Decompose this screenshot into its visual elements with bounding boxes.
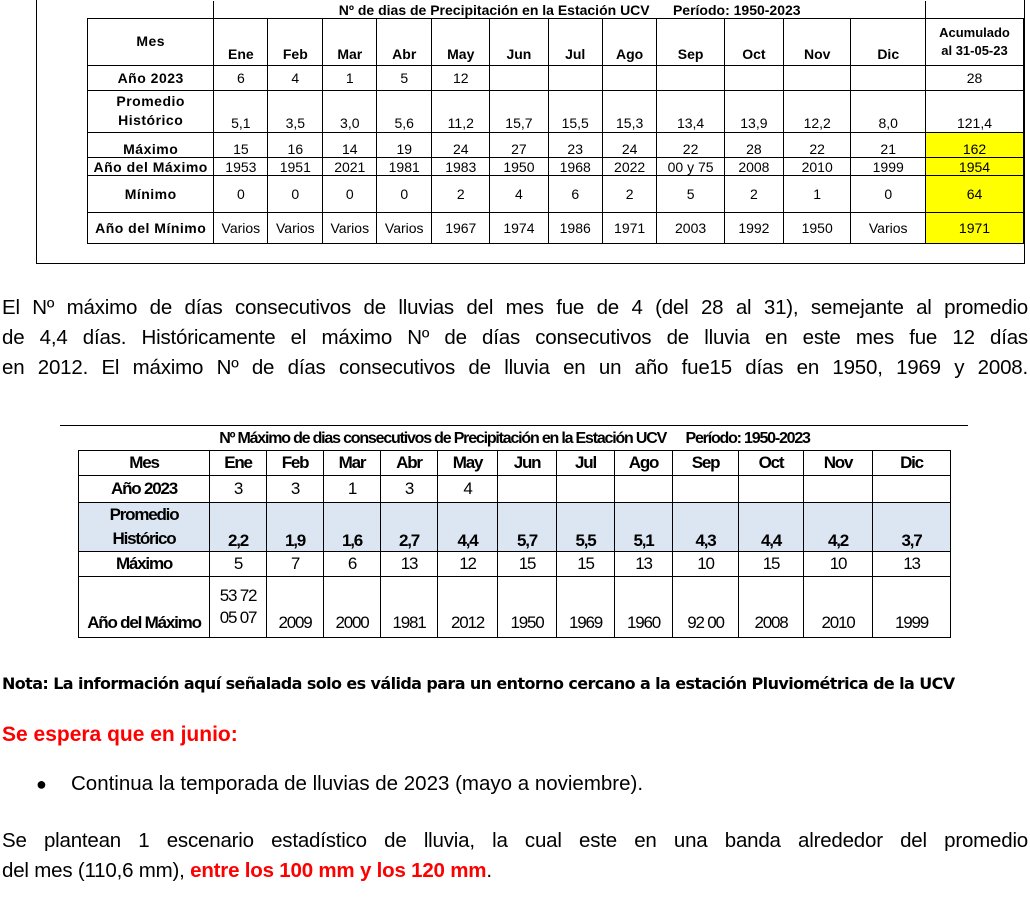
- table1-cell: 4: [268, 66, 323, 91]
- table2-cell: [498, 476, 557, 503]
- table2-cell: 4,4: [739, 503, 804, 552]
- table1-cell: Varios: [214, 213, 268, 244]
- table1-header-month: Feb: [268, 19, 323, 66]
- table1-cell: 28: [724, 133, 783, 158]
- table2-header-month: May: [438, 451, 498, 476]
- table2-cell: 5,1: [615, 503, 673, 552]
- table1-cell: 1999: [851, 158, 926, 176]
- table1-cell: 2003: [657, 213, 725, 244]
- table2-cell: 1981: [381, 577, 438, 638]
- table2-cell: 4: [438, 476, 498, 503]
- table2-header-month: Sep: [673, 451, 739, 476]
- table1-cell: 3,0: [323, 91, 377, 133]
- table1-header-month: Sep: [657, 19, 725, 66]
- table1-cell: 15,5: [548, 91, 602, 133]
- table1-cell: 13,4: [657, 91, 725, 133]
- table1-cell: [657, 66, 725, 91]
- table2-cell: 2009: [267, 577, 324, 638]
- table1-cell: Varios: [268, 213, 323, 244]
- table1-cell: 0: [851, 176, 926, 213]
- paragraph-highlight: entre los 100 mm y los 120 mm: [190, 859, 487, 882]
- table1-cell: 0: [377, 176, 432, 213]
- table2-row-label: Año 2023: [79, 476, 210, 503]
- table2-header-month: Dic: [873, 451, 951, 476]
- table2-row-maximum: [79, 552, 951, 577]
- table2-cell: 2012: [438, 577, 498, 638]
- table1-cell: 1951: [268, 158, 323, 176]
- bullet-dot-icon: ●: [36, 774, 47, 794]
- table1-cell: 1: [323, 66, 377, 91]
- table1-cell: Varios: [851, 213, 926, 244]
- table1-cell: 6: [548, 176, 602, 213]
- table1-cell: 1971: [602, 213, 656, 244]
- table2-cell: [804, 476, 873, 503]
- table1-prom-label2: Histórico: [118, 112, 184, 128]
- table1-header-month: Mar: [323, 19, 377, 66]
- table2-prom-label2: Histórico: [112, 529, 176, 548]
- table1-cell: 15: [214, 133, 268, 158]
- paragraph-text: del mes (110,6 mm),: [2, 859, 191, 882]
- table1-cell: 12,2: [783, 91, 851, 133]
- table2-cell: [739, 476, 804, 503]
- table1-row-average: [88, 91, 1024, 133]
- table1-cell: 5,1: [214, 91, 268, 133]
- table1-header-month: Ago: [602, 19, 656, 66]
- table2-cell: 4,3: [673, 503, 739, 552]
- table1-row-year-of-minimum: [88, 213, 1024, 244]
- paragraph-scenario: [2, 826, 1028, 886]
- table2-cell: 15: [498, 552, 557, 577]
- table2-cell: 1: [324, 476, 381, 503]
- table1-acum-line1: Acumulado: [939, 25, 1010, 40]
- paragraph-text: .: [486, 859, 492, 882]
- table1-cell: 23: [548, 133, 602, 158]
- table1-cell: 2008: [724, 158, 783, 176]
- table1-cell: 6: [214, 66, 268, 91]
- table1-cell: 22: [783, 133, 851, 158]
- table2-cell: [557, 476, 615, 503]
- table2-header-month: Jun: [498, 451, 557, 476]
- table2-cell: 1,6: [324, 503, 381, 552]
- table2-ene-line2: 05 07: [219, 608, 257, 627]
- table1-cell: 1986: [548, 213, 602, 244]
- table1-cell: 0: [323, 176, 377, 213]
- paragraph-consecutive-days: [2, 293, 1028, 383]
- table2-row-label: Máximo: [79, 552, 210, 577]
- table2-cell: 2008: [739, 577, 804, 638]
- table1-acum-line2: al 31-05-23: [941, 43, 1008, 58]
- table2-frame: [60, 425, 968, 636]
- table2-cell: 1969: [557, 577, 615, 638]
- table1-cell: 2021: [323, 158, 377, 176]
- table2-cell: 2010: [804, 577, 873, 638]
- table2-header-month: Ene: [210, 451, 267, 476]
- table1-precipitation-days: [87, 1, 1024, 244]
- table2-cell: 13: [615, 552, 673, 577]
- table2-cell: 1960: [615, 577, 673, 638]
- table1-cell: 1950: [783, 213, 851, 244]
- table1-title: Nº de dias de Precipitación en la Estación UCV Período: 1950-2023: [214, 1, 926, 19]
- table1-cell: 1974: [490, 213, 548, 244]
- table2-header-month: Feb: [267, 451, 324, 476]
- table2-cell: 92 00: [673, 577, 739, 638]
- paragraph-line: en 2012. El máximo Nº de días consecutivos de lluvia en un año fue15 días en 1950, 1969 y 2008.: [2, 356, 1028, 379]
- table2-row-year-of-maximum: [79, 577, 951, 638]
- table1-cell: [851, 66, 926, 91]
- table2-cell: 3: [381, 476, 438, 503]
- table2-row-label: Año del Máximo: [79, 577, 210, 638]
- table2-cell: 1999: [873, 577, 951, 638]
- table1-cell: 15,7: [490, 91, 548, 133]
- table1-cell: 12: [432, 66, 490, 91]
- table2-header-month: Mar: [324, 451, 381, 476]
- table1-row-label: Año del Mínimo: [88, 213, 214, 244]
- table2-cell: 5,5: [557, 503, 615, 552]
- table2-cell: [673, 476, 739, 503]
- table1-cell: 1: [783, 176, 851, 213]
- table2-cell: 10: [673, 552, 739, 577]
- table1-blank-cell: [88, 1, 214, 19]
- table2-cell: 4,2: [804, 503, 873, 552]
- table1-cell: 1967: [432, 213, 490, 244]
- table1-cell: 21: [851, 133, 926, 158]
- table1-cell: 2: [724, 176, 783, 213]
- table2-cell: 2,7: [381, 503, 438, 552]
- table1-header-month: Jun: [490, 19, 548, 66]
- table1-cell: 3,5: [268, 91, 323, 133]
- table2-header-month: Oct: [739, 451, 804, 476]
- note-text: Nota: La información aquí señalada solo es válida para un entorno cercano a la estación Pluviométrica de la UCV: [2, 674, 955, 693]
- table1-header-month: Dic: [851, 19, 926, 66]
- table1-cell: 15,3: [602, 91, 656, 133]
- table2-cell: 3: [210, 476, 267, 503]
- table1-header-month: Abr: [377, 19, 432, 66]
- table2-cell: 3: [267, 476, 324, 503]
- table1-cell: 27: [490, 133, 548, 158]
- table1-cell-highlight: 162: [925, 133, 1023, 158]
- table2-cell: [210, 577, 267, 638]
- table1-cell: 24: [602, 133, 656, 158]
- table2-header-month: Ago: [615, 451, 673, 476]
- table2-cell: 13: [381, 552, 438, 577]
- table1-cell: 0: [268, 176, 323, 213]
- table2-row-year2023: [79, 476, 951, 503]
- table1-cell: 22: [657, 133, 725, 158]
- table1-cell: 5: [377, 66, 432, 91]
- table2-cell: 2000: [324, 577, 381, 638]
- table1-blank-cell: [925, 1, 1023, 19]
- table2-top-rule: [60, 425, 968, 426]
- table2-cell: 2,2: [210, 503, 267, 552]
- table2-cell: 1,9: [267, 503, 324, 552]
- table2-cell: 6: [324, 552, 381, 577]
- table1-cell: 24: [432, 133, 490, 158]
- table2-row-label: [79, 503, 210, 552]
- table1-cell: 1983: [432, 158, 490, 176]
- table1-cell: 1968: [548, 158, 602, 176]
- paragraph-line: El Nº máximo de días consecutivos de lluvias del mes fue de 4 (del 28 al 31), semejante al promedio: [2, 296, 1028, 319]
- table2-cell: 10: [804, 552, 873, 577]
- table2-cell: 5: [210, 552, 267, 577]
- table1-header-month: Jul: [548, 19, 602, 66]
- table1-cell: 28: [925, 66, 1023, 91]
- table1-cell: 14: [323, 133, 377, 158]
- table2-cell: 13: [873, 552, 951, 577]
- table2-cell: [615, 476, 673, 503]
- table2-cell: [873, 476, 951, 503]
- table2-row-average: [79, 503, 951, 552]
- table2-title: Nº Máximo de dias consecutivos de Precipitación en la Estación UCV Período: 1950-2023: [79, 428, 951, 451]
- table2-cell: 4,4: [438, 503, 498, 552]
- table2-cell: 5,7: [498, 503, 557, 552]
- table2-cell: 15: [739, 552, 804, 577]
- table1-row-year2023: [88, 66, 1024, 91]
- table2-cell: 1950: [498, 577, 557, 638]
- table1-cell-highlight: 1971: [925, 213, 1023, 244]
- table1-cell: 121,4: [925, 91, 1023, 133]
- table1-cell: 2: [602, 176, 656, 213]
- table1-cell: [490, 66, 548, 91]
- table1-cell: 1992: [724, 213, 783, 244]
- table1-cell: 16: [268, 133, 323, 158]
- table1-cell: 4: [490, 176, 548, 213]
- table2-header-month: Nov: [804, 451, 873, 476]
- table1-cell: [724, 66, 783, 91]
- table1-cell: 2: [432, 176, 490, 213]
- table2-consecutive-days: [78, 428, 951, 638]
- table2-cell: 3,7: [873, 503, 951, 552]
- table1-cell: [602, 66, 656, 91]
- table1-row-label: Mínimo: [88, 176, 214, 213]
- table1-row-label: Máximo: [88, 133, 214, 158]
- table1-row-label: [88, 91, 214, 133]
- table1-header-month: May: [432, 19, 490, 66]
- table2-prom-label1: Promedio: [109, 505, 179, 524]
- table1-row-label: Año 2023: [88, 66, 214, 91]
- table1-header-month: Ene: [214, 19, 268, 66]
- table1-frame: [36, 0, 1025, 264]
- table1-cell: 2010: [783, 158, 851, 176]
- table2-cell: 12: [438, 552, 498, 577]
- table1-row-maximum: [88, 133, 1024, 158]
- table1-cell: 13,9: [724, 91, 783, 133]
- paragraph-line: [2, 856, 1028, 886]
- table1-header-accumulated: [925, 19, 1023, 66]
- table1-header-mes: Mes: [88, 19, 214, 66]
- table1-cell: 1950: [490, 158, 548, 176]
- table1-cell: 0: [214, 176, 268, 213]
- table1-row-label: Año del Máximo: [88, 158, 214, 176]
- table1-cell: 2022: [602, 158, 656, 176]
- table1-cell: 00 y 75: [657, 158, 725, 176]
- table1-cell: Varios: [377, 213, 432, 244]
- table1-cell: 1953: [214, 158, 268, 176]
- table1-cell: 19: [377, 133, 432, 158]
- table2-header-month: Jul: [557, 451, 615, 476]
- table1-row-minimum: [88, 176, 1024, 213]
- table1-cell: 8,0: [851, 91, 926, 133]
- section-heading: Se espera que en junio:: [2, 723, 238, 746]
- table2-cell: 15: [557, 552, 615, 577]
- table1-prom-label1: Promedio: [116, 93, 185, 109]
- table1-cell: 1981: [377, 158, 432, 176]
- table1-cell: 11,2: [432, 91, 490, 133]
- table2-ene-line1: 53 72: [219, 586, 257, 605]
- table1-cell-highlight: 64: [925, 176, 1023, 213]
- table1-cell: Varios: [323, 213, 377, 244]
- table2-header-month: Abr: [381, 451, 438, 476]
- table2-header-mes: Mes: [79, 451, 210, 476]
- table1-header-month: Oct: [724, 19, 783, 66]
- table1-cell: [548, 66, 602, 91]
- bullet-item: [36, 772, 643, 796]
- table1-cell: 5,6: [377, 91, 432, 133]
- bullet-text: Continua la temporada de lluvias de 2023 (mayo a noviembre).: [71, 772, 644, 795]
- table2-cell: 7: [267, 552, 324, 577]
- table1-row-year-of-maximum: [88, 158, 1024, 176]
- table1-cell: [783, 66, 851, 91]
- table1-header-month: Nov: [783, 19, 851, 66]
- paragraph-line: de 4,4 días. Históricamente el máximo Nº de días consecutivos de lluvia en este mes fue 12 días: [2, 326, 1028, 349]
- table1-cell-highlight: 1954: [925, 158, 1023, 176]
- table1-cell: 5: [657, 176, 725, 213]
- paragraph-line: Se plantean 1 escenario estadístico de lluvia, la cual este en una banda alrededor del promedio: [2, 829, 1028, 852]
